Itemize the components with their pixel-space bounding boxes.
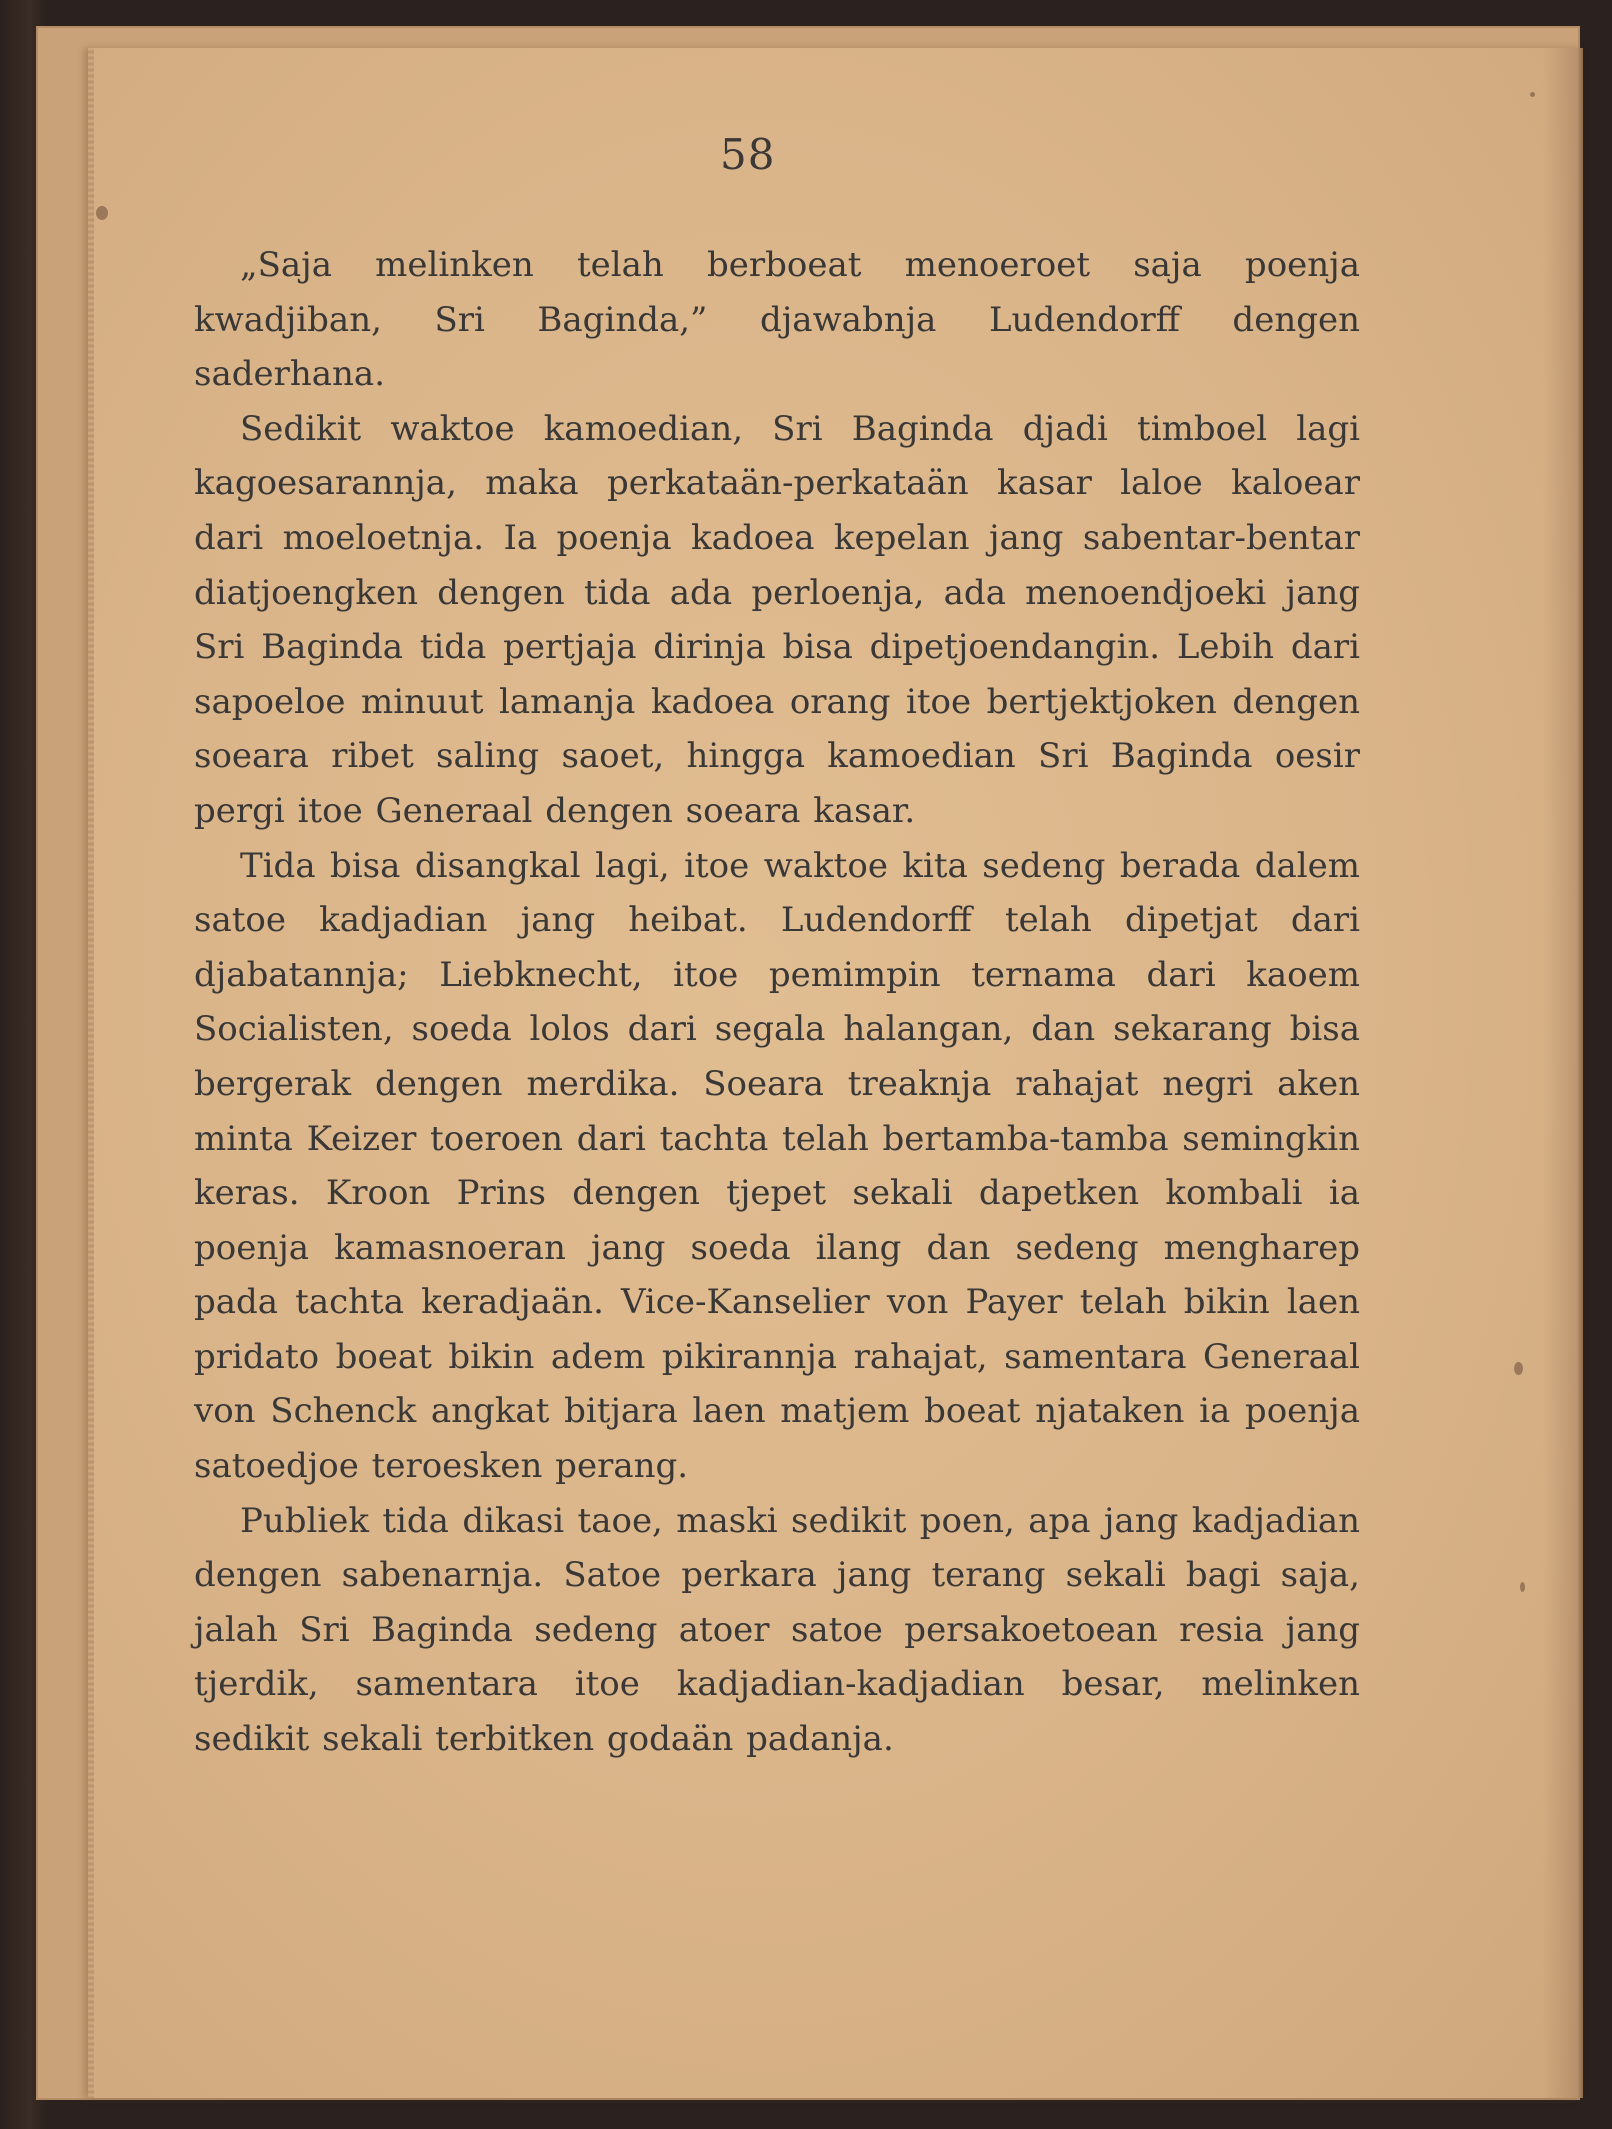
- paragraph-2: Sedikit waktoe kamoedian, Sri Baginda djadi timboel lagi kagoesarannja, maka perkataän-perkataän kasar laloe kaloear dari moeloetnja. Ia poenja kadoea kepelan jang sabentar-bentar diatjoengken dengen tida ada perloenja, ada menoendjoeki jang Sri Baginda tida pertjaja dirinja bisa dipetjoendangin. Lebih dari sapoeloe minuut lamanja kadoea orang itoe bertjektjoken dengen soeara ribet saling saoet, hingga kamoedian Sri Baginda oesir pergi itoe Generaal dengen soeara kasar.: [194, 408, 1360, 831]
- body-text: [194, 238, 1360, 1767]
- page-left-edge: [88, 48, 94, 2098]
- paragraph-1: „Saja melinken telah berboeat menoeroet saja poenja kwadjiban, Sri Baginda,” djawabnja Ludendorff dengen saderhana.: [194, 245, 1360, 395]
- gutter-shadow: [1543, 48, 1583, 2098]
- ink-speck: [1520, 1582, 1525, 1592]
- ink-speck: [96, 206, 108, 220]
- ink-speck: [1530, 92, 1535, 97]
- ink-speck: [1514, 1362, 1523, 1375]
- page-number: 58: [720, 130, 776, 179]
- paragraph-3: Tida bisa disangkal lagi, itoe waktoe kita sedeng berada dalem satoe kadjadian jang heibat. Ludendorff telah dipetjat dari djabatannja; Liebknecht, itoe pemimpin ternama dari kaoem Socialisten, soeda lolos dari segala halangan, dan sekarang bisa bergerak dengen merdika. Soeara treaknja rahajat negri aken minta Keizer toeroen dari tachta telah bertamba-tamba semingkin keras. Kroon Prins dengen tjepet sekali dapetken kombali ia poenja kamasnoeran jang soeda ilang dan sedeng mengharep pada tachta keradjaän. Vice-Kanselier von Payer telah bikin laen pridato boeat bikin adem pikirannja rahajat, samentara Generaal von Schenck angkat bitjara laen matjem boeat njataken ia poenja satoedjoe teroesken perang.: [194, 845, 1360, 1487]
- paragraph-4: Publiek tida dikasi taoe, maski sedikit poen, apa jang kadjadian dengen sabenarnja. Satoe perkara jang terang sekali bagi saja, jalah Sri Baginda sedeng atoer satoe persakoetoean resia jang tjerdik, samentara itoe kadjadian-kadjadian besar, melinken sedikit sekali terbitken godaän padanja.: [194, 1500, 1360, 1760]
